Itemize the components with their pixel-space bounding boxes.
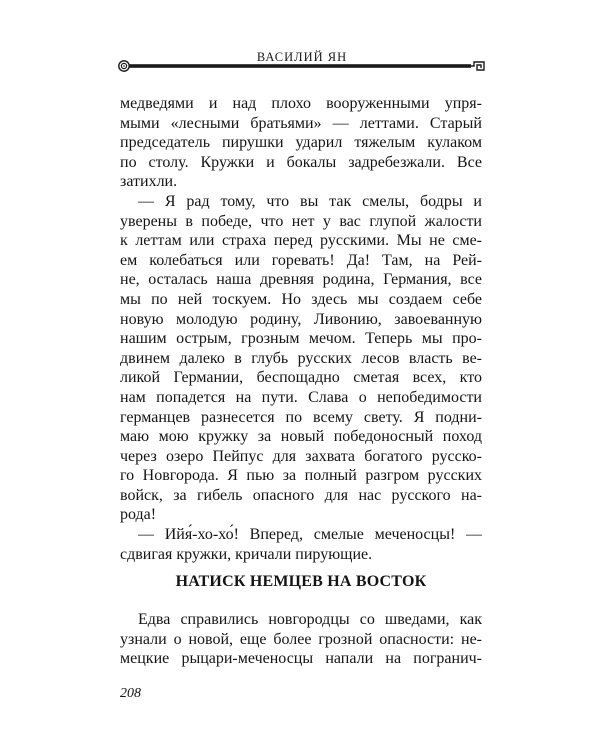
text-line: Едва справились новгородцы со шведами, как xyxy=(138,611,482,628)
spiral-ornament-icon xyxy=(119,61,129,71)
text-line: медведями и над плохо вооруженными упря- xyxy=(120,95,482,112)
running-header xyxy=(118,50,486,72)
text-line: уверены в победе, что нет у вас глупой жалости xyxy=(120,212,482,230)
body-text xyxy=(120,94,482,564)
text-line: сдвигая кружки, кричали пирующие. xyxy=(120,545,373,563)
text-line: ликой Германии, беспощадно сметая всех, кто xyxy=(120,369,482,387)
text-line: нашим острым, грозным мечом. Теперь мы про- xyxy=(120,330,482,348)
text-line: — Я рад тому, что вы так смелы, бодры и xyxy=(138,192,482,210)
text-line: не, осталась наша древняя родина, Германия, все xyxy=(120,271,482,289)
text-line: через озеро Пейпус для захвата богатого русско- xyxy=(120,447,482,465)
meander-ornament-icon xyxy=(471,62,484,70)
text-line: мецкие рыцари-меченосцы напали на погранич- xyxy=(120,650,482,668)
text-line: нам попадется на пути. Слава о непобедимости xyxy=(120,388,482,406)
text-line: мы по ней тоскуем. Но здесь мы создаем себе xyxy=(120,290,482,308)
section-body-text xyxy=(120,610,482,669)
text-line: — Ийя́-хо-хо́! Вперед, смелые меченосцы! — xyxy=(138,526,482,544)
text-line: новую молодую родину, Ливонию, завоеванную xyxy=(120,310,482,328)
text-line: к леттам или страха перед русскими. Мы не сме- xyxy=(120,232,482,250)
text-line: войск, за гибель опасного для нас русского на- xyxy=(120,486,482,504)
running-title: ВАСИЛИЙ ЯН xyxy=(256,50,348,64)
text-line: ем колебаться или горевать! Да! Там, на Рей- xyxy=(120,251,482,269)
text-line: затихли. xyxy=(120,173,178,191)
text-line: германцев разнесется по всему свету. Я подни- xyxy=(120,408,482,426)
text-line: узнали о новой, еще более грозной опасности: не- xyxy=(120,630,482,648)
text-line: мыми «лесными братьями» — леттами. Старый xyxy=(120,114,482,132)
text-line: двинем далеко в глубь русских лесов власть ве- xyxy=(120,349,482,367)
text-line: рода! xyxy=(120,506,157,524)
page-number: 208 xyxy=(120,686,141,701)
text-line: по столу. Кружки и бокалы задребезжали. Все xyxy=(120,153,482,171)
section-heading: НАТИСК НЕМЦЕВ НА ВОСТОК xyxy=(175,573,427,590)
ornamental-rule xyxy=(118,60,486,72)
text-line: маю мою кружку за новый победоносный поход xyxy=(120,428,482,446)
text-line: председатель пирушки ударил тяжелым кулаком xyxy=(120,134,482,152)
rule-bar xyxy=(129,64,471,68)
text-line: го Новгорода. Я пью за полный разгром русских xyxy=(120,467,482,485)
